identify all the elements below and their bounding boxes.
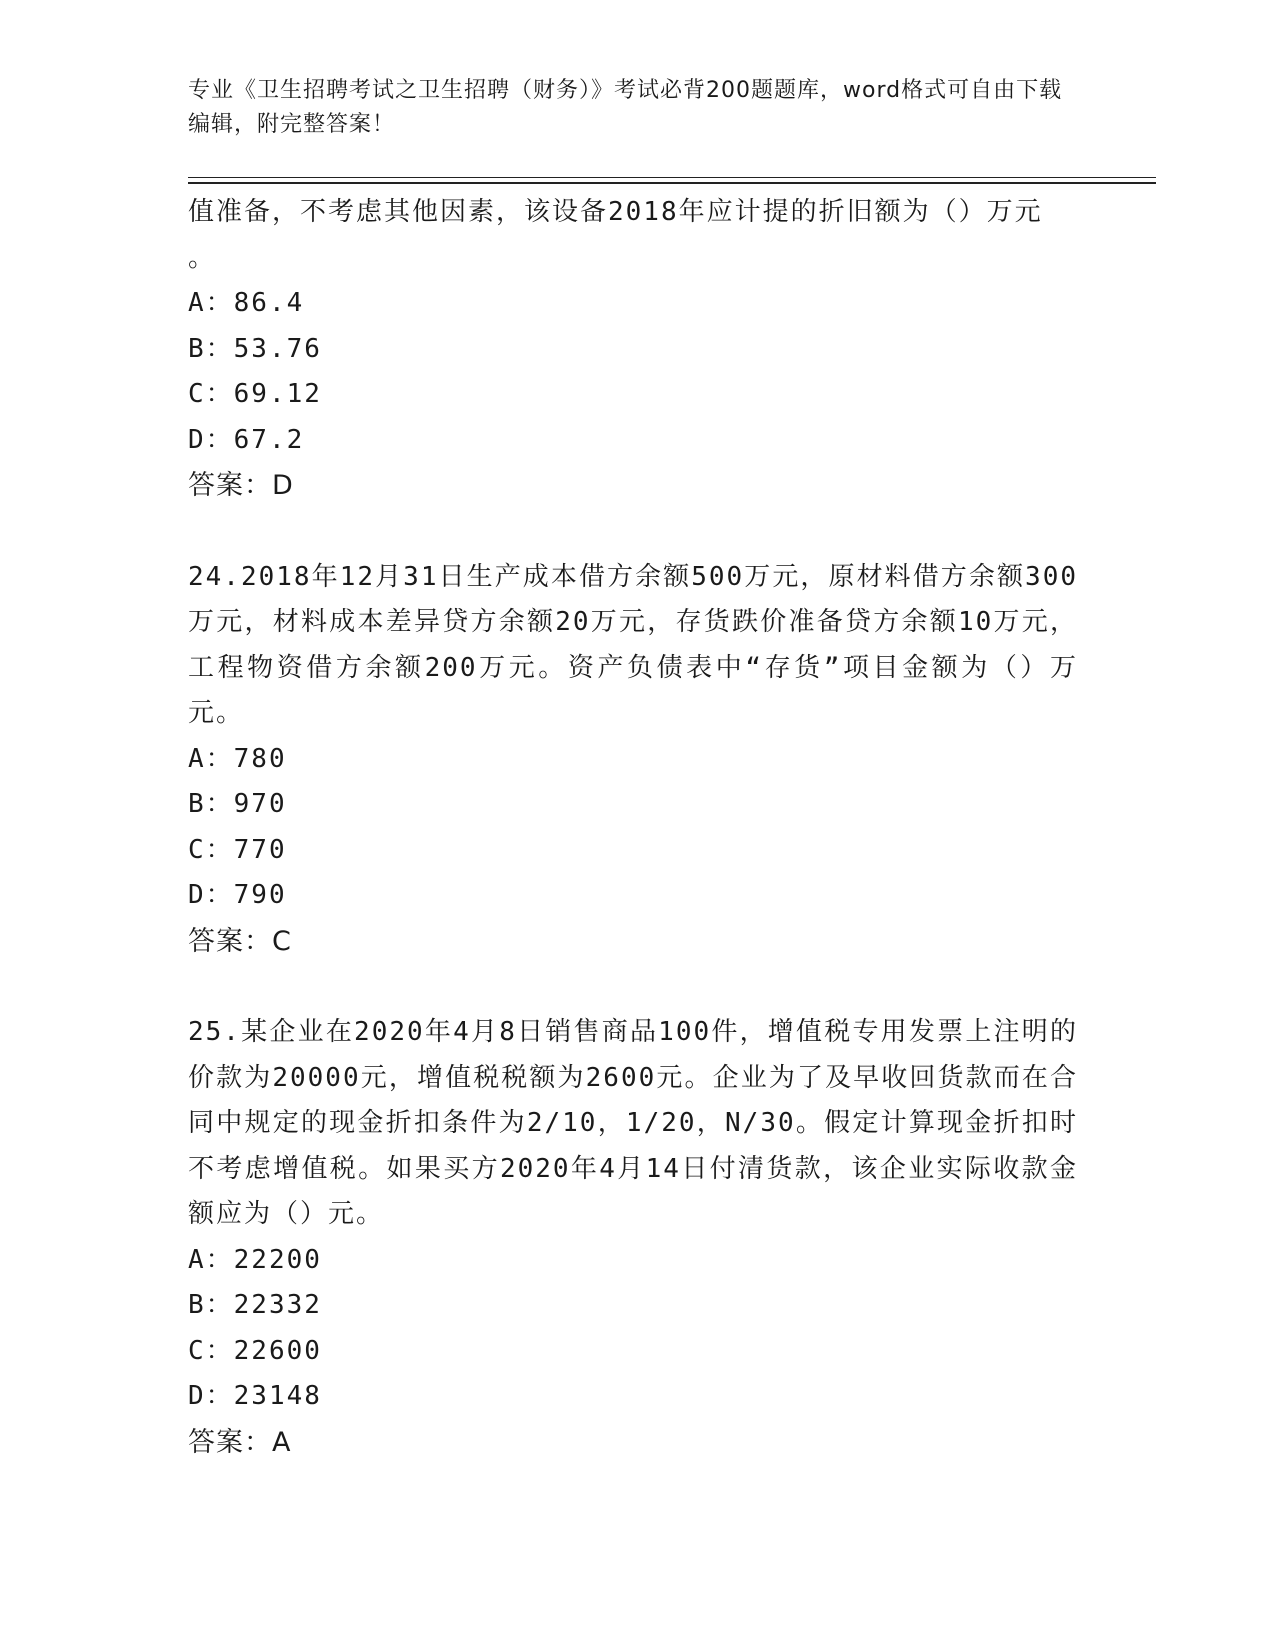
option-d: D：790 [188, 880, 287, 910]
question-stem-line: 。 [188, 242, 217, 273]
header-divider-thick [188, 182, 1156, 184]
option-d: D：23148 [188, 1381, 322, 1411]
option-a: A：22200 [188, 1244, 322, 1275]
header-divider-thin [188, 177, 1156, 178]
document-header: 专业《卫生招聘考试之卫生招聘（财务）》考试必背200题题库，word格式可自由下载编辑，附完整答案！ [188, 78, 1063, 137]
option-b: B：53.76 [188, 333, 322, 364]
option-a: A：780 [188, 743, 287, 774]
question-stem-line: 值准备，不考虑其他因素，该设备2018年应计提的折旧额为（）万元 [188, 197, 1043, 227]
option-b: B：970 [188, 789, 287, 819]
question-stem: 25.某企业在2020年4月8日销售商品100件，增值税专用发票上注明的价款为20000元，增值税税额为2600元。企业为了及早收回货款而在合同中规定的现金折扣条件为2/10，1/20，N/30。假定计算现金折扣时不考虑增值税。如果买方2020年4月14日付清货款，该企业实际收款金额应为（）元。 [188, 1017, 1078, 1229]
answer-line: 答案：A [188, 1426, 292, 1458]
answer-line: 答案：C [188, 925, 292, 957]
answer-line: 答案：D [188, 470, 294, 501]
option-a: A：86.4 [188, 288, 305, 318]
option-b: B：22332 [188, 1290, 322, 1320]
question-24 [188, 555, 1088, 965]
option-c: C：22600 [188, 1335, 322, 1366]
question-25 [188, 1010, 1088, 1465]
option-c: C：69.12 [188, 379, 322, 409]
question-spacer [188, 509, 1088, 555]
question-23 [188, 190, 1088, 509]
question-stem: 24.2018年12月31日生产成本借方余额500万元，原材料借方余额300万元，材料成本差异贷方余额20万元，存货跌价准备贷方余额10万元，工程物资借方余额200万元。资产负债表中“存货”项目金额为（）万元。 [188, 561, 1078, 728]
option-d: D：67.2 [188, 424, 305, 455]
document-body [188, 190, 1088, 1465]
question-spacer [188, 964, 1088, 1010]
option-c: C：770 [188, 834, 287, 865]
